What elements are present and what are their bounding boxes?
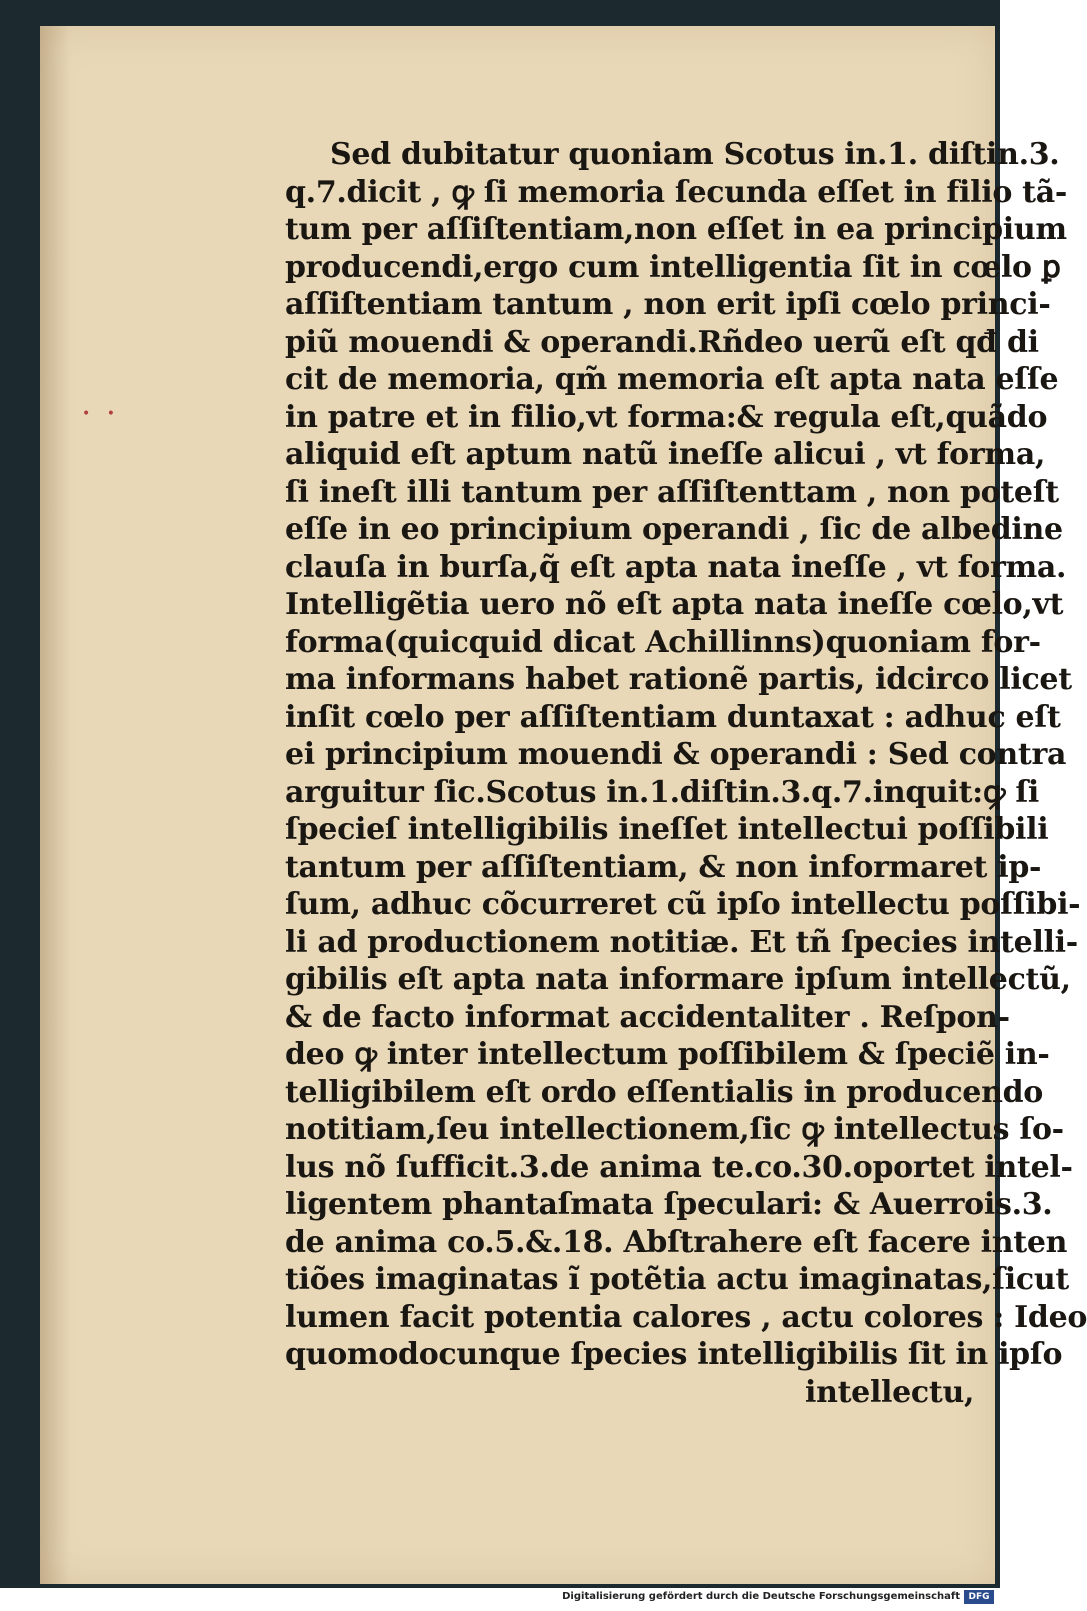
text-line: aliquid eſt aptum natũ ineſſe alicui , vt forma, [285,437,1046,472]
text-line: notitiam,ſeu intellectionem,ſic ꝙ intellectus ſo- [285,1112,1064,1147]
dfg-logo: DFG [964,1590,994,1604]
text-line: eſſe in eo principium operandi , ſic de albedine [285,512,1063,547]
catchword: intellectu, [805,1374,975,1410]
book-page [40,26,1087,1584]
text-line: q.7.dicit , ꝙ ſi memoria ſecunda eſſet in filio tã- [285,174,1068,210]
text-line: ſum, adhuc cõcurreret cũ ipſo intellectu poſſibi- [285,887,1081,922]
text-line: cit de memoria, qm̃ memoria eſt apta nata eſſe [285,362,1059,397]
text-line: ſi ineſt illi tantum per aſſiſtenttam , non poteſt [285,474,1059,510]
text-line: ligentem phantaſmata ſpeculari: & Auerrois.3. [285,1187,1053,1222]
text-line: forma(quicquid dicat Achillinns)quoniam for- [285,624,1041,660]
text-line: piũ mouendi & operandi.Rñdeo uerũ eſt qđ di [285,324,1039,360]
text-line: ei principium mouendi & operandi : Sed contra [285,737,1067,772]
margin-mark: • • [82,406,121,422]
footer-credit: Digitalisierung gefördert durch die Deutsche Forschungsgemeinschaft [562,1591,960,1602]
text-line: tum per aſſiſtentiam,non eſſet in ea principium [285,212,1067,247]
text-line: lumen facit potentia calores , actu colores : Ideo [285,1299,1087,1335]
text-line: gibilis eſt apta nata informare ipſum intellectũ, [285,962,1071,997]
text-line: inſit cœlo per aſſiſtentiam duntaxat : adhuc eſt [285,699,1061,735]
text-line: tiões imaginatas ĩ potẽtia actu imaginatas,ſicut [285,1262,1069,1297]
text-line: deo ꝙ inter intellectum poſſibilem & ſpeciẽ in- [285,1037,1050,1072]
text-line: de anima co.5.&.18. Abſtrahere eſt facere inten [285,1224,1068,1260]
text-line: li ad productionem notitiæ. Et tñ ſpecies intelli- [285,924,1078,960]
text-line: Intelligẽtia uero nõ eſt apta nata ineſſe cœlo,vt [285,587,1064,622]
text-block [285,136,1087,1411]
text-line: telligibilem eſt ordo eſſentialis in producendo [285,1074,1043,1110]
text-line: aſſiſtentiam tantum , non erit ipſi cœlo princi- [285,287,1051,322]
text-line: ſpecieſ intelligibilis ineſſet intellectui poſſibili [285,812,1049,847]
text-line: & de facto informat accidentaliter . Reſpon- [285,999,1010,1035]
text-line: tantum per aſſiſtentiam, & non informaret ip- [285,849,1042,885]
text-line: quomodocunque ſpecies intelligibilis ſit in ipſo [285,1337,1063,1372]
text-line: Sed dubitatur quoniam Scotus in.1. diſtin.3. [330,137,1060,172]
text-line: arguitur ſic.Scotus in.1.diſtin.3.q.7.inquit:ꝙ ſi [285,774,1040,810]
text-line: lus nõ ſufficit.3.de anima te.co.30.oportet intel- [285,1149,1073,1185]
text-line: clauſa in burſa,q̃ eſt apta nata ineſſe , vt forma. [285,549,1067,585]
text-line: producendi,ergo cum intelligentia ſit in cœlo ꝑ [285,249,1061,285]
text-line: ma informans habet rationẽ partis, idcirco licet [285,662,1072,697]
text-line: in patre et in filio,vt forma:& regula eſt,quãdo [285,399,1048,435]
